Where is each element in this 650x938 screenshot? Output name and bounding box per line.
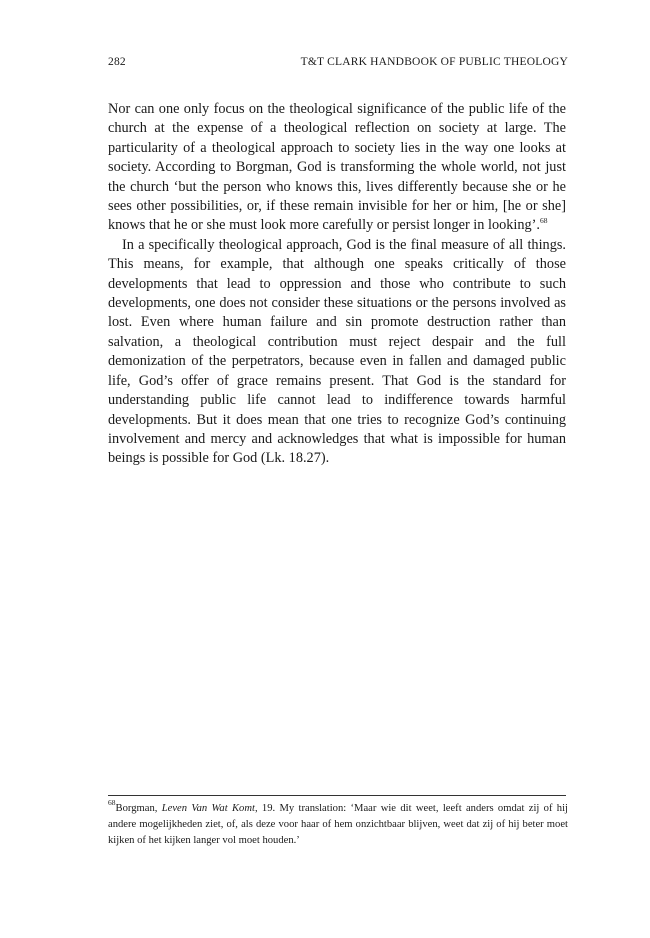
running-header (108, 56, 568, 72)
footnote-author: Borgman, (115, 803, 158, 814)
footnote-text: , 19. My translation: ‘Maar wie dit weet, leeft anders omdat zij of hij andere mogelijkheden ziet, of, als deze voor haar of hem onzichtbaar blijven, weet dat zij of hij beter moet kijken of het kijken langer vol moet houden.’ (108, 803, 568, 846)
running-title: T&T CLARK HANDBOOK OF PUBLIC THEOLOGY (300, 56, 568, 68)
footnote-separator (108, 795, 566, 796)
paragraph-text: Nor can one only focus on the theological significance of the public life of the church at the expense of a theological reflection on society at large. The particularity of a theological approach to society lies in the way one looks at society. According to Borgman, God is transforming the whole world, not just the church ‘but the person who knows this, lives differently because she or he sees other possibilities, or, if these remain invisible for her or him, [he or she] knows that he or she must look more carefully or persist longer in looking’. (108, 101, 566, 234)
paragraph-text: In a specifically theological approach, God is the final measure of all things. This means, for example, that although one speaks critically of those developments that lead to oppression and those who contribute to such developments, one does not consider these situations or the persons involved as lost. Even where human failure and sin promote destruction rather than salvation, a theological contribution must reject despair and the full demonization of the perpetrators, because even in fallen and damaged public life, God’s offer of grace remains present. That God is the standard for understanding public life cannot lead to indifference towards harmful developments. But it does mean that one tries to recognize God’s continuing involvement and mercy and acknowledges that what is impossible for human beings is possible for God (Lk. 18.27). (108, 236, 566, 467)
footnote (108, 798, 568, 849)
footnote-number: 68 (108, 798, 116, 807)
footnote-book-title: Leven Van Wat Komt (161, 803, 255, 814)
paragraph (108, 236, 566, 469)
page-number: 282 (108, 56, 126, 68)
main-text (108, 100, 566, 469)
paragraph (108, 100, 566, 236)
footnote-reference[interactable]: 68 (540, 216, 548, 226)
footnotes (108, 798, 568, 849)
